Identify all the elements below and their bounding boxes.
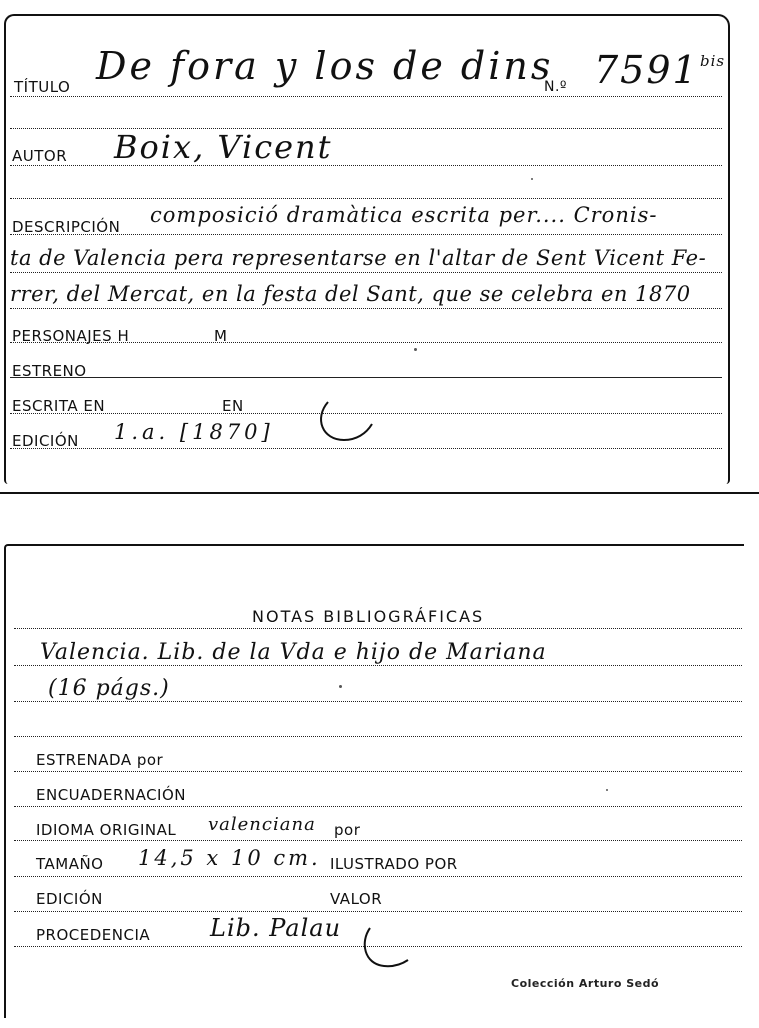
titulo-value: De fora y los de dins <box>96 44 554 88</box>
hook-mark <box>356 922 416 982</box>
numero-suffix-value: bis <box>700 52 726 70</box>
descripcion-line2: ta de Valencia pera representarse en l'altar de Sent Vicent Fe- <box>10 246 707 270</box>
edicion-value: 1.a. [1870] <box>114 420 274 444</box>
speck <box>339 685 342 688</box>
ruled-line <box>10 272 722 273</box>
notas-line2: (16 págs.) <box>48 676 170 701</box>
ruled-line <box>14 771 742 772</box>
numero-label: N.º <box>544 79 568 95</box>
ruled-line <box>10 96 722 97</box>
ruled-line <box>14 628 742 629</box>
descripcion-line1: composició dramàtica escrita per.... Cronis- <box>150 203 658 227</box>
descripcion-line3: rrer, del Mercat, en la festa del Sant, que se celebra en 1870 <box>10 282 691 306</box>
titulo-label: TÍTULO <box>14 78 71 96</box>
ruled-line <box>14 736 742 737</box>
ruled-line <box>14 840 742 841</box>
ruled-line <box>10 198 722 199</box>
tamano-label: TAMAÑO <box>36 855 104 873</box>
speck <box>606 789 608 791</box>
valor-label: VALOR <box>330 890 383 908</box>
descripcion-label: DESCRIPCIÓN <box>12 218 121 236</box>
estrenada-label: ESTRENADA por <box>36 751 164 769</box>
ruled-line <box>14 876 742 877</box>
ilustrado-label: ILUSTRADO POR <box>330 855 458 873</box>
speck <box>531 178 533 180</box>
idioma-por-label: por <box>334 821 361 839</box>
autor-value: Boix, Vicent <box>114 128 333 166</box>
edicion-bottom-label: EDICIÓN <box>36 890 103 908</box>
escrita-en-label: ESCRITA EN <box>12 397 106 415</box>
notas-heading: NOTAS BIBLIOGRÁFICAS <box>252 607 485 626</box>
idioma-label: IDIOMA ORIGINAL <box>36 821 177 839</box>
personajes-m-label: M <box>214 327 228 345</box>
ruled-line <box>14 911 742 912</box>
procedencia-label: PROCEDENCIA <box>36 926 151 944</box>
notas-line1: Valencia. Lib. de la Vda e hijo de Mariana <box>40 640 547 665</box>
ruled-line <box>14 665 742 666</box>
ruled-line <box>10 308 722 309</box>
ruled-line <box>14 806 742 807</box>
collection-credit: Colección Arturo Sedó <box>511 977 660 990</box>
speck <box>414 348 417 351</box>
estreno-label: ESTRENO <box>12 362 87 380</box>
autor-label: AUTOR <box>12 147 68 165</box>
card-separator <box>0 492 759 494</box>
edicion-label: EDICIÓN <box>12 432 79 450</box>
numero-value: 7591 <box>594 48 699 92</box>
tamano-value: 14,5 x 10 cm. <box>138 846 321 870</box>
ruled-line <box>14 701 742 702</box>
personajes-label: PERSONAJES H <box>12 327 130 345</box>
hook-mark <box>312 396 382 456</box>
ruled-line <box>10 377 722 378</box>
procedencia-value: Lib. Palau <box>210 914 342 942</box>
idioma-value: valenciana <box>208 814 316 835</box>
escrita-en2-label: EN <box>222 397 244 415</box>
encuadernacion-label: ENCUADERNACIÓN <box>36 786 187 804</box>
